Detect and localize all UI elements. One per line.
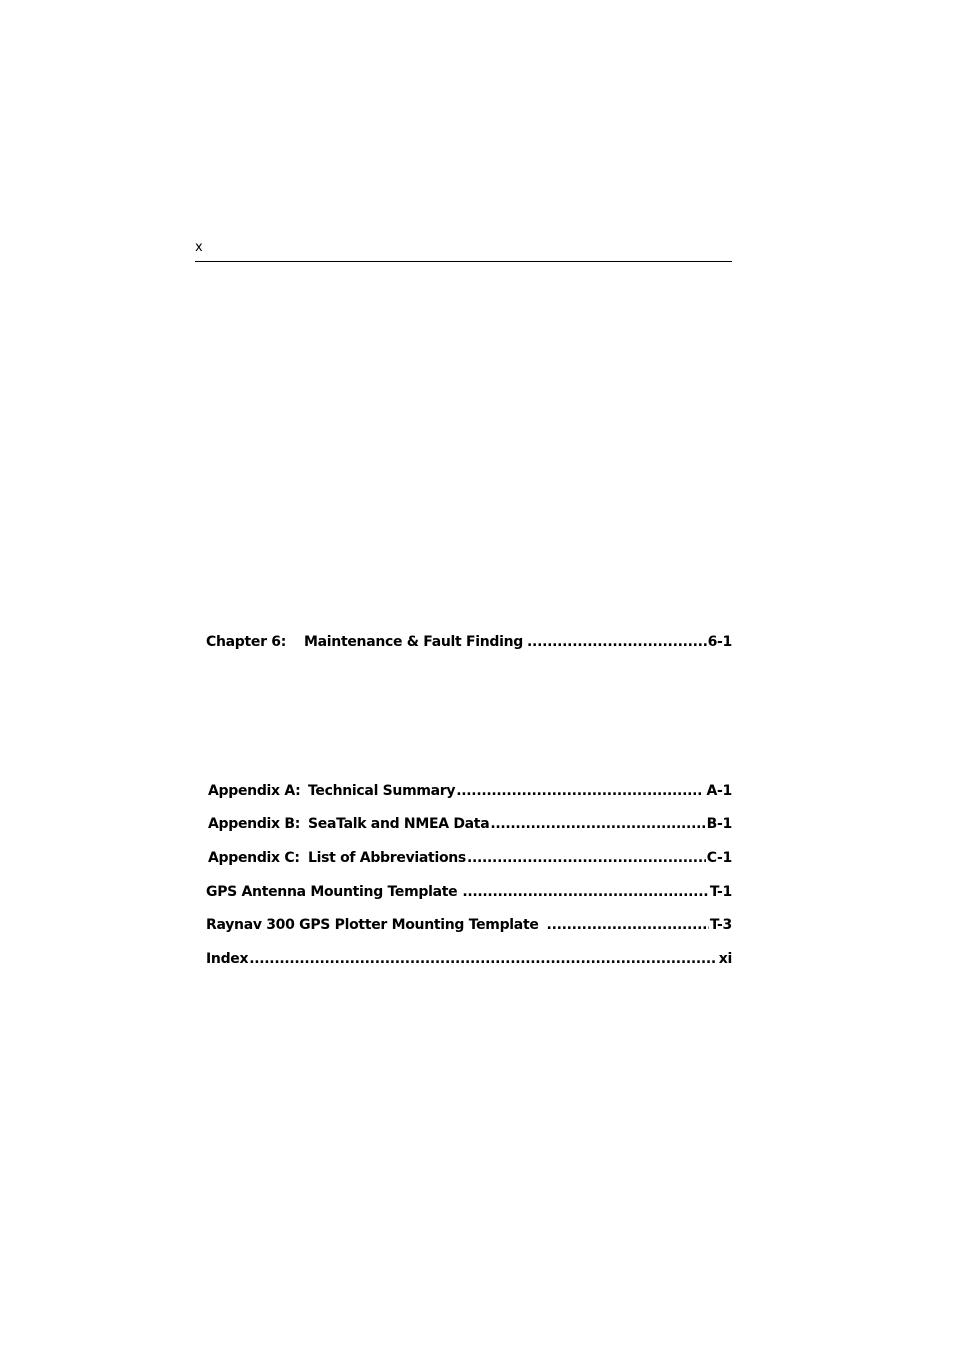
toc-entry-title: Maintenance & Fault Finding — [304, 634, 524, 650]
toc-entry-page: C-1 — [706, 850, 732, 866]
toc-entry-page: T-3 — [709, 917, 732, 933]
toc-leader-dots — [462, 883, 709, 901]
toc-entry-page: T-1 — [709, 884, 732, 900]
toc-entry-label: Appendix C: — [208, 850, 300, 866]
toc-entry-label: Appendix A: — [208, 783, 301, 799]
toc-leader-dots — [490, 815, 705, 833]
toc-entry-label: Chapter 6: — [206, 634, 287, 650]
toc-leader-dots — [527, 633, 707, 651]
toc-entry-appendix-b[interactable] — [208, 815, 732, 833]
toc-entry-title: Raynav 300 GPS Plotter Mounting Template — [206, 917, 539, 933]
toc-entry-chapter-6[interactable] — [206, 633, 732, 651]
toc-leader-dots — [547, 916, 709, 934]
toc-entry-label: Appendix B: — [208, 816, 301, 832]
toc-entry-page: B-1 — [706, 816, 732, 832]
toc-entry-appendix-c[interactable] — [208, 849, 732, 867]
toc-entry-page: xi — [718, 951, 732, 967]
toc-leader-dots — [249, 950, 715, 968]
toc-entry-title: List of Abbreviations — [308, 850, 466, 866]
toc-entry-title: Index — [206, 951, 249, 967]
toc-entry-title: Technical Summary — [308, 783, 456, 799]
toc-entry-index[interactable] — [206, 950, 732, 968]
toc-entry-page: A-1 — [706, 783, 732, 799]
toc-entry-title: SeaTalk and NMEA Data — [308, 816, 490, 832]
toc-leader-dots — [456, 782, 702, 800]
toc-leader-dots — [467, 849, 706, 867]
header-rule — [195, 261, 732, 262]
toc-entry-raynav-plotter-template[interactable] — [206, 916, 732, 934]
toc-entry-title: GPS Antenna Mounting Template — [206, 884, 458, 900]
toc-entry-appendix-a[interactable] — [208, 782, 732, 800]
toc-entry-page: 6-1 — [707, 634, 732, 650]
toc-entry-gps-antenna-template[interactable] — [206, 883, 732, 901]
page-number: x — [195, 240, 203, 255]
